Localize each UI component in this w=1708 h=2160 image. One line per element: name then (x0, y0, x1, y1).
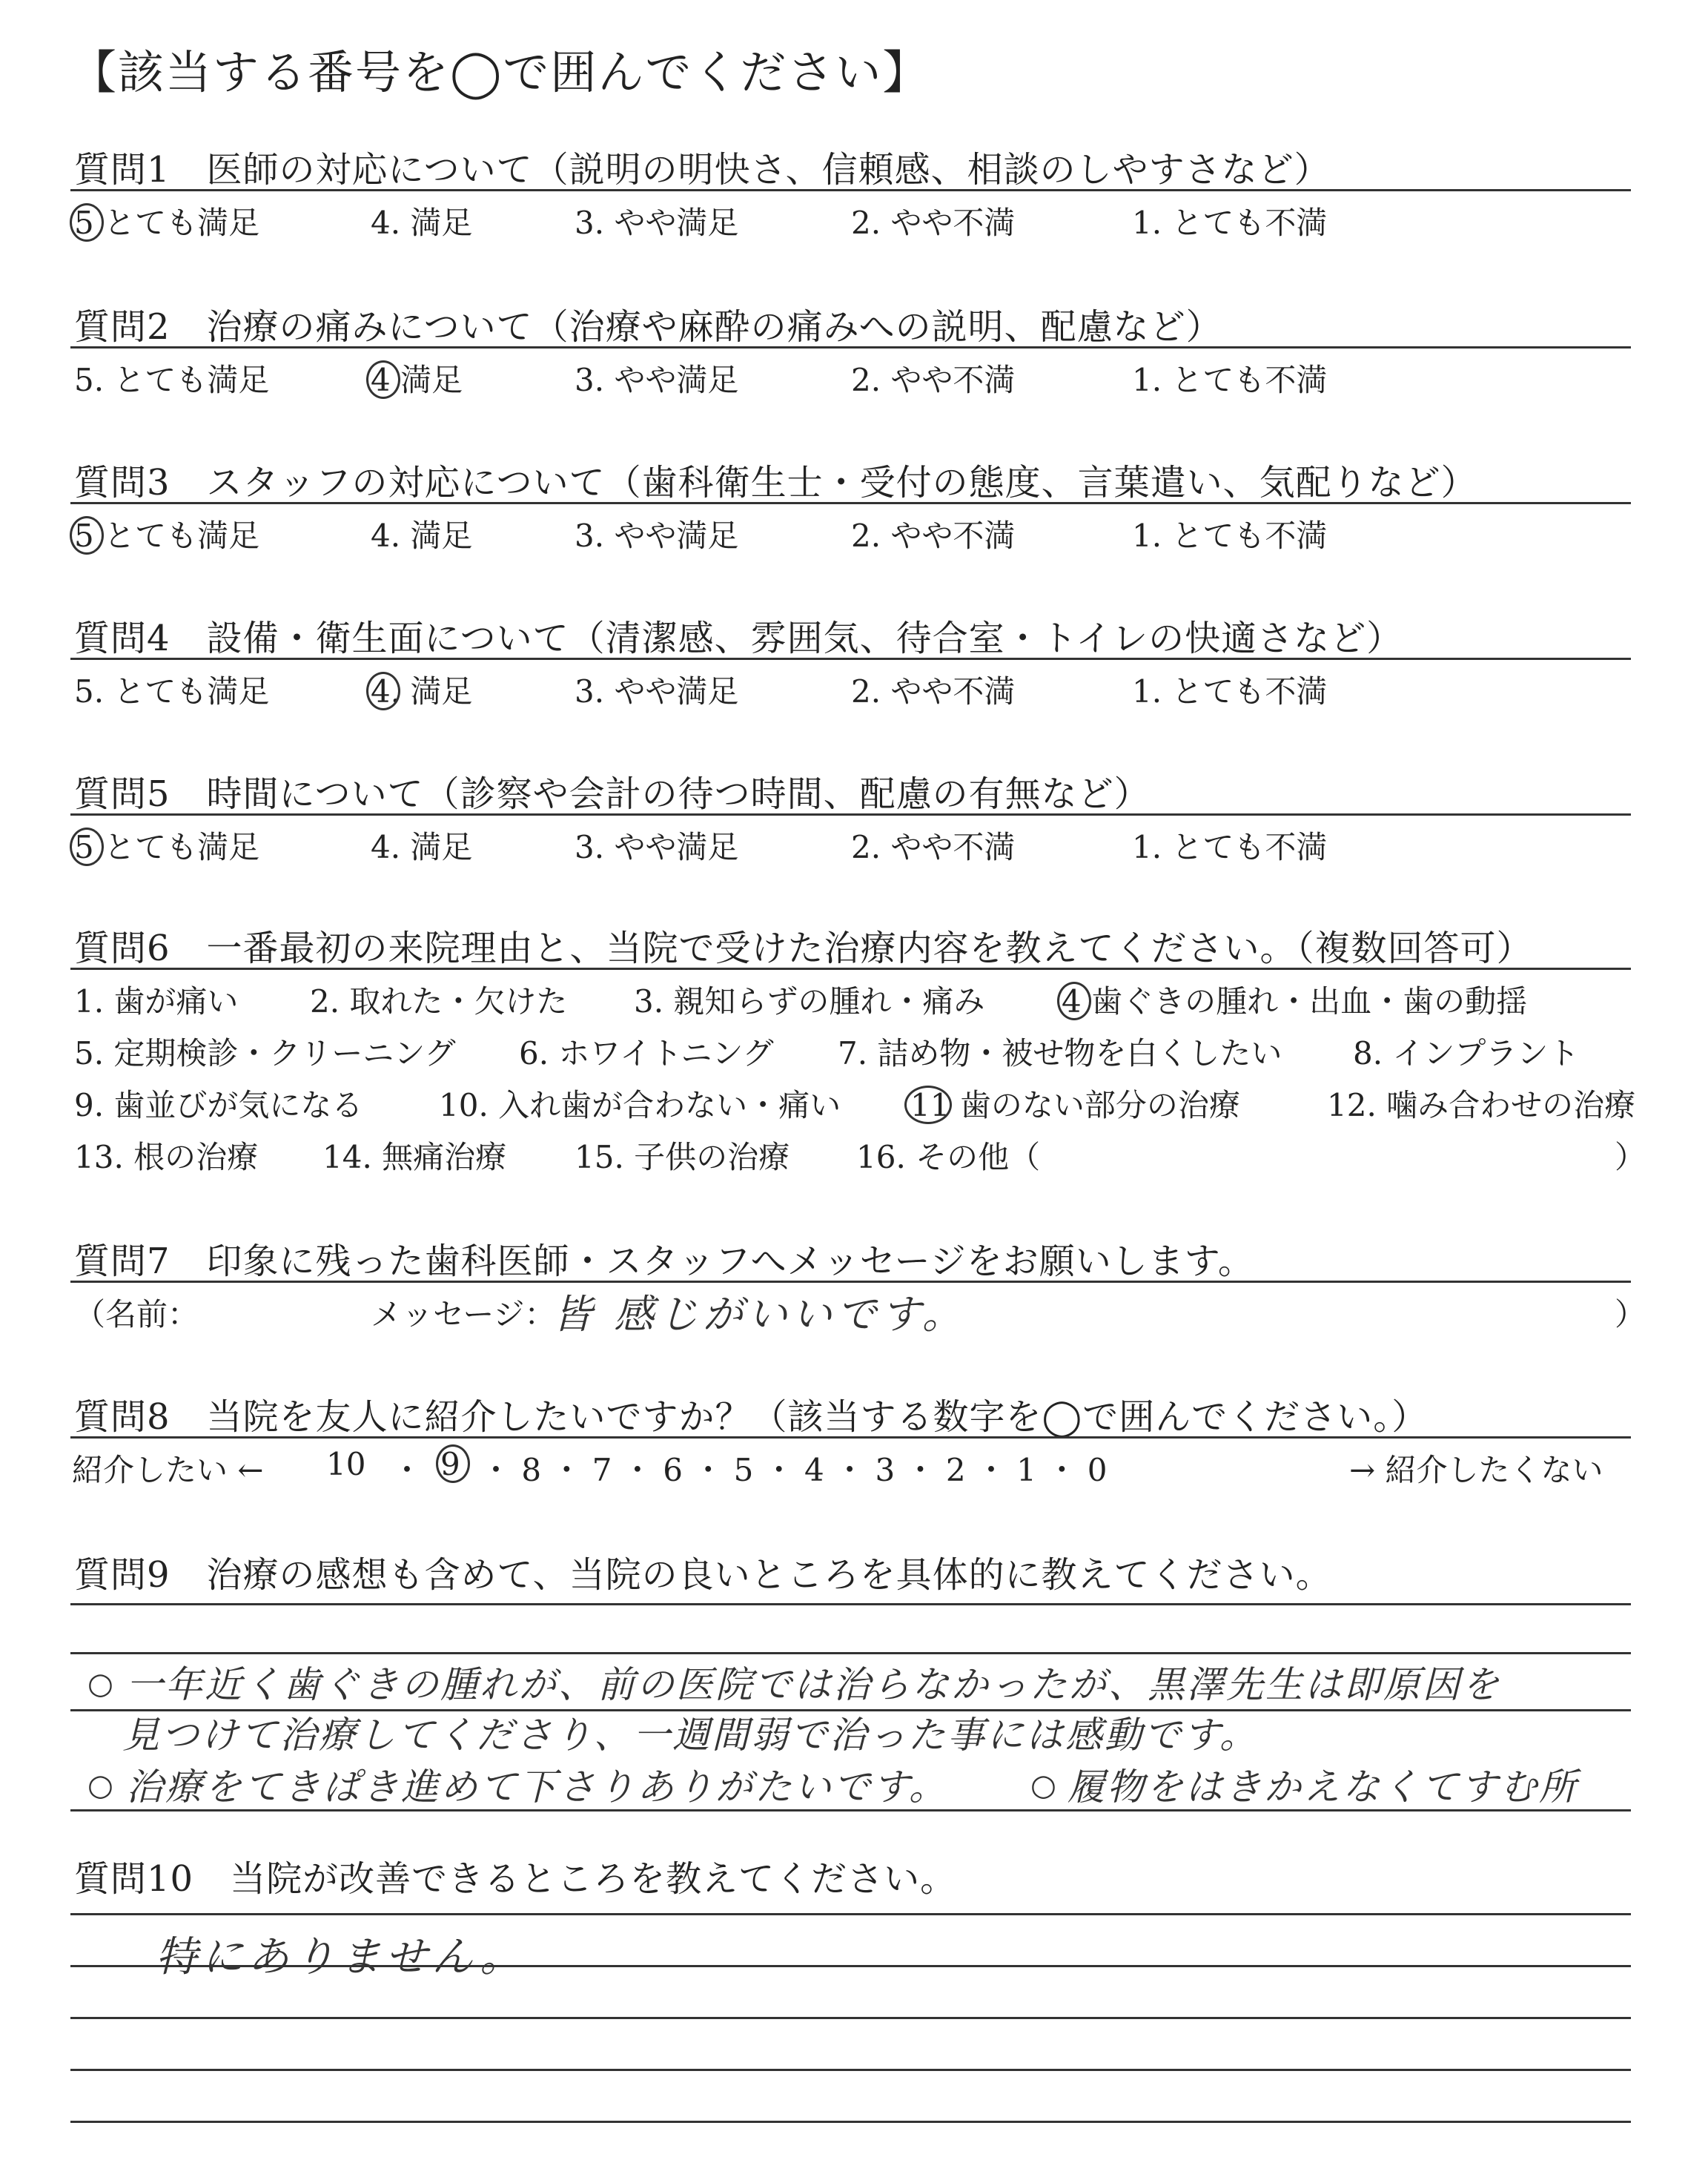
q1-option-3[interactable]: 3. やや満足 (575, 205, 739, 241)
q6-item-14[interactable]: 14. 無痛治療 (322, 1139, 507, 1175)
q6-item-6[interactable]: 6. ホワイトニング (519, 1035, 774, 1071)
q6-item-7[interactable]: 7. 詰め物・被せ物を白くしたい (838, 1035, 1282, 1071)
q8-right-label: → 紹介したくない (1349, 1452, 1603, 1488)
q8-title: 質問8 当院を友人に紹介したいですか？（該当する数字を◯で囲んでください。） (74, 1396, 1429, 1438)
q6-item-15[interactable]: 15. 子供の治療 (575, 1139, 790, 1175)
q3-rule (70, 502, 1631, 504)
q3-title: 質問3 スタッフの対応について（歯科衛生士・受付の態度、言葉遣い、気配りなど） (74, 462, 1477, 503)
q1-option-1[interactable]: 1. とても不満 (1132, 205, 1328, 241)
q4-option-5[interactable]: 5. とても満足 (74, 673, 270, 710)
q9-answer-line-3a: 治療をてきぱき進めて下さりありがたいです。 (126, 1766, 948, 1809)
q7-title: 質問7 印象に残った歯科医師・スタッフへメッセージをお願いします。 (74, 1241, 1254, 1282)
q10-rule-5 (70, 2121, 1631, 2123)
page-header: 【該当する番号を◯で囲んでください】 (70, 45, 930, 99)
q8-left-label: 紹介したい ← (72, 1452, 264, 1488)
q7-close-paren: ） (1615, 1296, 1646, 1332)
q6-item-5[interactable]: 5. 定期検診・クリーニング (74, 1035, 456, 1071)
q9-bullet-2: ○ (87, 1768, 113, 1803)
q9-answer-line-3b: 履物をはきかえなくてすむ所 (1068, 1766, 1578, 1809)
q8-rule (70, 1436, 1631, 1439)
q6-rule (70, 968, 1631, 970)
q5-option-5-selected[interactable]: 5 とても満足 (74, 829, 260, 865)
q5-option-4[interactable]: 4. 満足 (371, 829, 473, 865)
q4-option-3[interactable]: 3. やや満足 (575, 673, 739, 710)
q1-rule (70, 189, 1631, 191)
q3-option-5-selected[interactable]: 5 とても満足 (74, 518, 260, 554)
q6-title: 質問6 一番最初の来院理由と、当院で受けた治療内容を教えてください。（複数回答可） (74, 928, 1533, 969)
q2-rule (70, 346, 1631, 349)
q8-score-9-selected[interactable]: 9 (440, 1446, 460, 1482)
q10-answer: 特にありません。 (156, 1933, 526, 1981)
q8-score-rest[interactable]: ・ 8 ・ 7 ・ 6 ・ 5 ・ 4 ・ 3 ・ 2 ・ 1 ・ 0 (480, 1452, 1108, 1488)
q5-rule (70, 813, 1631, 816)
q9-rule-1 (70, 1603, 1631, 1605)
q6-item-2[interactable]: 2. 取れた・欠けた (310, 983, 568, 1020)
q1-title: 質問1 医師の対応について（説明の明快さ、信頼感、相談のしやすさなど） (74, 149, 1331, 191)
q1-option-5-selected[interactable]: 5 とても満足 (74, 205, 260, 241)
q6-item-8[interactable]: 8. インプラント (1353, 1035, 1580, 1071)
q9-rule-2 (70, 1652, 1631, 1654)
q1-option-2[interactable]: 2. やや不満 (851, 205, 1016, 241)
q5-option-2[interactable]: 2. やや不満 (851, 829, 1016, 865)
q7-message-handwritten: 皆 感じがいいです。 (552, 1291, 967, 1338)
q5-option-1[interactable]: 1. とても不満 (1132, 829, 1328, 865)
q6-item-12[interactable]: 12. 噛み合わせの治療 (1327, 1087, 1636, 1123)
q6-item-1[interactable]: 1. 歯が痛い (74, 983, 239, 1020)
q9-bullet-1: ○ (87, 1667, 113, 1701)
q9-title: 質問9 治療の感想も含めて、当院の良いところを具体的に教えてください。 (74, 1554, 1332, 1596)
q4-title: 質問4 設備・衛生面について（清潔感、雰囲気、待合室・トイレの快適さなど） (74, 618, 1403, 659)
q10-rule-4 (70, 2069, 1631, 2071)
q6-item-11-selected[interactable]: 11 歯のない部分の治療 (910, 1087, 1240, 1123)
q6-item-9[interactable]: 9. 歯並びが気になる (74, 1087, 363, 1123)
q6-item-16-close-paren: ） (1615, 1139, 1646, 1175)
q6-item-10[interactable]: 10. 入れ歯が合わない・痛い (439, 1087, 841, 1123)
q4-option-1[interactable]: 1. とても不満 (1132, 673, 1328, 710)
q3-option-2[interactable]: 2. やや不満 (851, 518, 1016, 554)
q5-title: 質問5 時間について（診察や会計の待つ時間、配慮の有無など） (74, 773, 1151, 815)
q3-option-3[interactable]: 3. やや満足 (575, 518, 739, 554)
q8-score-10[interactable]: 10 (326, 1446, 366, 1482)
q4-option-2[interactable]: 2. やや不満 (851, 673, 1016, 710)
q6-item-13[interactable]: 13. 根の治療 (74, 1139, 259, 1175)
q3-option-1[interactable]: 1. とても不満 (1132, 518, 1328, 554)
q6-item-4-selected[interactable]: 4 歯ぐきの腫れ・出血・歯の動揺 (1062, 983, 1528, 1020)
q4-option-4-selected[interactable]: 4. 満足 (371, 673, 473, 710)
q10-rule-2 (70, 1965, 1631, 1967)
q9-answer-line-1: 一年近く歯ぐきの腫れが、前の医院では治らなかったが、黒澤先生は即原因を (126, 1663, 1501, 1706)
q10-rule-1 (70, 1913, 1631, 1915)
q1-option-4[interactable]: 4. 満足 (371, 205, 473, 241)
q5-option-3[interactable]: 3. やや満足 (575, 829, 739, 865)
q9-bullet-3: ○ (1030, 1768, 1056, 1803)
q10-title: 質問10 当院が改善できるところを教えてください。 (74, 1858, 957, 1900)
q2-title: 質問2 治療の痛みについて（治療や麻酔の痛みへの説明、配慮など） (74, 306, 1222, 348)
q10-rule-3 (70, 2017, 1631, 2019)
q8-dot: ・ (391, 1452, 423, 1488)
q7-message-label: メッセージ： (371, 1296, 556, 1332)
q9-answer-line-2: 見つけて治療してくださり、一週間弱で治った事には感動です。 (122, 1714, 1259, 1757)
q7-name-label: （名前： (74, 1296, 199, 1332)
q2-option-2[interactable]: 2. やや不満 (851, 362, 1016, 398)
q2-option-5[interactable]: 5. とても満足 (74, 362, 270, 398)
q2-option-4-selected[interactable]: 4 満足 (371, 362, 463, 398)
q6-item-16[interactable]: 16. その他（ (856, 1139, 1041, 1175)
q2-option-1[interactable]: 1. とても不満 (1132, 362, 1328, 398)
q4-rule (70, 658, 1631, 660)
q3-option-4[interactable]: 4. 満足 (371, 518, 473, 554)
q6-item-3[interactable]: 3. 親知らずの腫れ・痛み (634, 983, 985, 1020)
q2-option-3[interactable]: 3. やや満足 (575, 362, 739, 398)
